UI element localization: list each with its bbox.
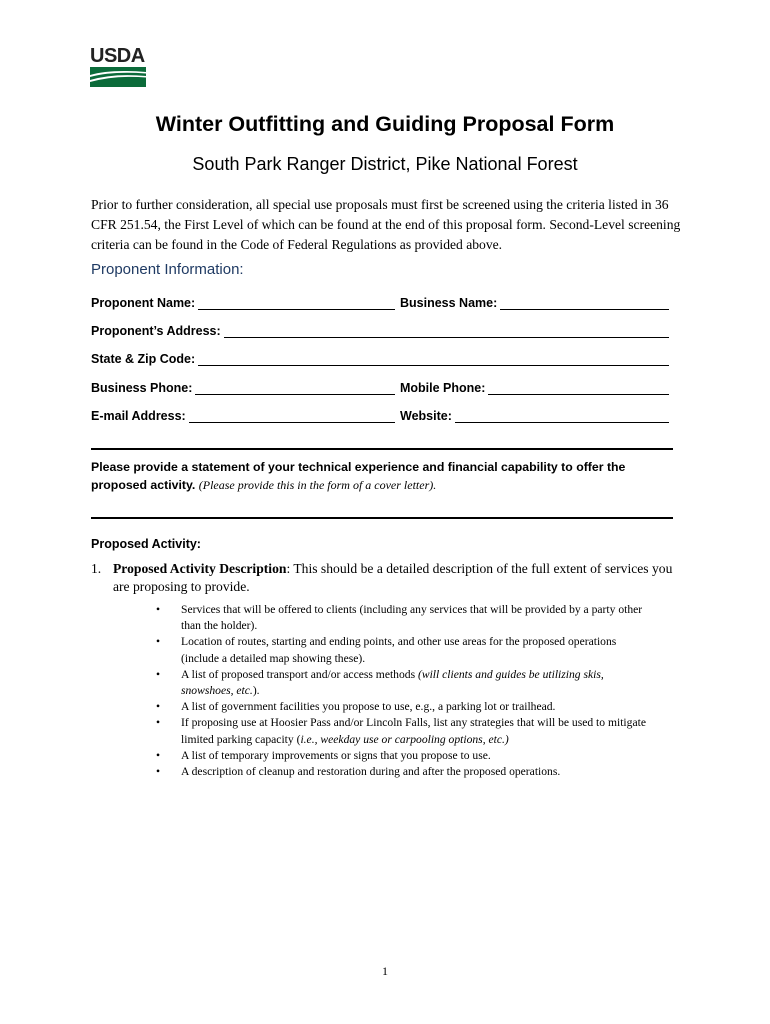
business-name-field[interactable]	[400, 292, 669, 310]
field-row-phones	[91, 377, 671, 395]
bullet-icon: •	[156, 667, 161, 681]
page-number: 1	[382, 964, 388, 978]
proponent-name-label: Proponent Name:	[91, 296, 196, 310]
field-row-email-website	[91, 405, 671, 423]
activity-item-number: 1.	[91, 561, 102, 576]
website-label: Website:	[400, 409, 452, 423]
activity-bullet-list	[156, 602, 656, 780]
field-row-address	[91, 320, 671, 338]
mobile-phone-field[interactable]	[400, 377, 669, 395]
website-field[interactable]	[400, 405, 669, 423]
usda-logo-hills-icon	[90, 67, 146, 87]
proponent-address-line[interactable]	[224, 325, 669, 338]
proponent-heading: Proponent Information:	[91, 261, 244, 278]
mobile-phone-line[interactable]	[488, 382, 669, 395]
field-row-state-zip	[91, 348, 671, 366]
statement-text: Please provide a statement of your technical experience and financial capability to offer the proposed activity.	[91, 460, 626, 492]
proponent-name-field[interactable]	[91, 292, 395, 310]
statement-note: (Please provide this in the form of a cover letter).	[198, 478, 437, 492]
field-row-names	[91, 292, 671, 310]
state-zip-label: State & Zip Code:	[91, 352, 196, 366]
list-item: • If proposing use at Hoosier Pass and/or Lincoln Falls, list any strategies that will be used to mitigate limited parking capacity (i.e., weekday use or carpooling options, etc.)	[156, 716, 646, 746]
business-name-line[interactable]	[500, 297, 669, 310]
list-item: • A list of temporary improvements or signs that you propose to use.	[156, 748, 656, 764]
email-line[interactable]	[189, 410, 395, 423]
bullet-icon: •	[156, 748, 161, 762]
list-item: • Services that will be offered to clients (including any services that will be provided by a party other than the holder).	[156, 603, 643, 633]
email-field[interactable]	[91, 405, 395, 423]
proponent-address-field[interactable]	[91, 320, 669, 338]
section-divider-1	[91, 448, 673, 450]
activity-heading: Proposed Activity:	[91, 537, 201, 551]
usda-logo-text: USDA	[90, 45, 145, 67]
proponent-address-label: Proponent’s Address:	[91, 324, 221, 338]
statement-instruction	[91, 458, 661, 494]
business-phone-field[interactable]	[91, 377, 395, 395]
email-label: E-mail Address:	[91, 409, 186, 423]
usda-logo	[90, 46, 146, 86]
bullet-icon: •	[156, 765, 161, 779]
business-phone-label: Business Phone:	[91, 381, 193, 395]
intro-paragraph: Prior to further consideration, all special use proposals must first be screened using the criteria listed in 36 CFR 251.54, the First Level of which can be found at the end of this proposal form. Second-Level screening criteria can be found in the Code of Federal Regulations as provided above.	[91, 197, 681, 252]
list-item: • A list of government facilities you propose to use, e.g., a parking lot or trailhead.	[156, 699, 656, 715]
bullet-icon: •	[156, 635, 161, 649]
state-zip-field[interactable]	[91, 348, 669, 366]
bullet-icon: •	[156, 700, 161, 714]
activity-item-title: Proposed Activity Description	[113, 561, 287, 576]
list-item: • A description of cleanup and restoration during and after the proposed operations.	[156, 764, 656, 780]
mobile-phone-label: Mobile Phone:	[400, 381, 486, 395]
list-item: • A list of proposed transport and/or access methods (will clients and guides be utilizing skis, snowshoes, etc.).	[156, 667, 604, 698]
activity-item-text: : This should be a detailed description of the full extent of services you are proposing to provide.	[113, 561, 673, 594]
state-zip-line[interactable]	[198, 353, 669, 366]
page-subtitle: South Park Ranger District, Pike National Forest	[192, 154, 578, 174]
bullet-icon: •	[156, 716, 161, 730]
section-divider-2	[91, 517, 673, 519]
business-name-label: Business Name:	[400, 296, 498, 310]
bullet-icon: •	[156, 603, 161, 616]
list-item: • Location of routes, starting and ending points, and other use areas for the proposed operations (include a detailed map showing these).	[156, 635, 617, 665]
website-line[interactable]	[455, 410, 669, 423]
page-title: Winter Outfitting and Guiding Proposal Form	[155, 112, 615, 136]
business-phone-line[interactable]	[195, 382, 395, 395]
proponent-name-line[interactable]	[198, 297, 395, 310]
